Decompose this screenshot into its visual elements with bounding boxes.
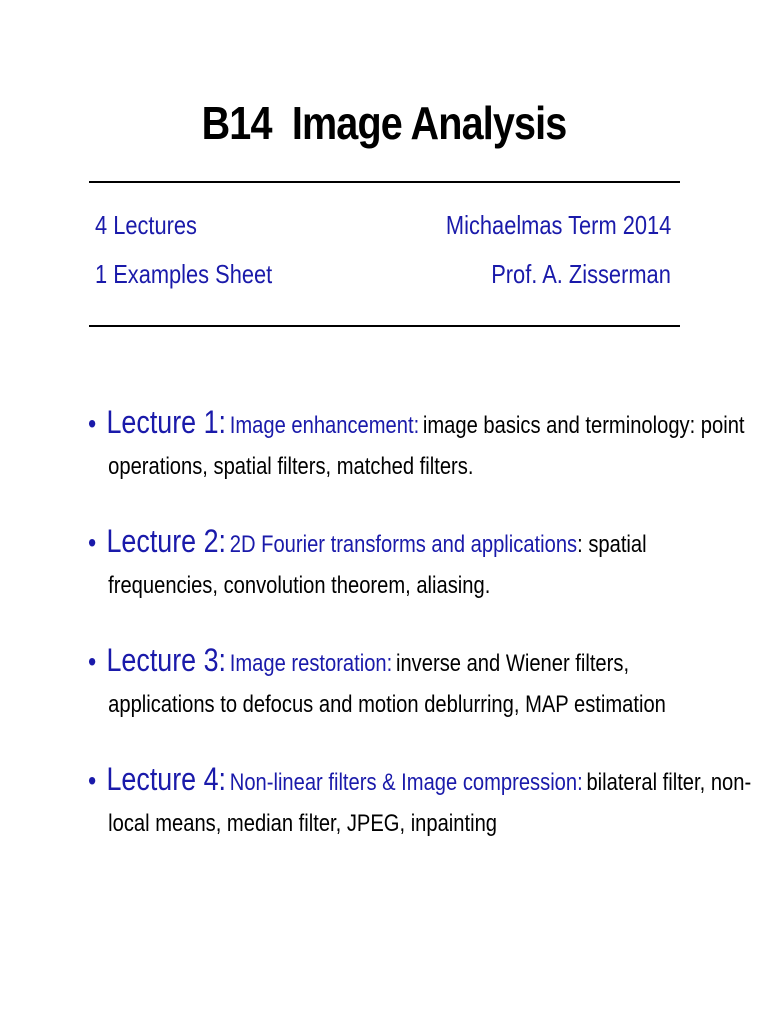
lecture-topic: Image enhancement: (229, 412, 420, 439)
lecture-label: Lecture 2: (106, 523, 227, 559)
divider-bottom (89, 325, 680, 327)
examples-sheet: 1 Examples Sheet (95, 259, 273, 289)
lecturer: Prof. A. Zisserman (491, 259, 671, 289)
lecture-description-continued: operations, spatial filters, matched filters. (108, 453, 474, 480)
divider-top (89, 181, 680, 183)
lecture-description-continued: local means, median filter, JPEG, inpainting (108, 810, 498, 837)
lecture-description: image basics and terminology: point (422, 412, 745, 439)
lecture-topic: 2D Fourier transforms and applications (229, 531, 578, 558)
lecture-label: Lecture 1: (106, 404, 227, 440)
lecture-item (88, 521, 728, 611)
lecture-list (88, 402, 752, 878)
bullet: • (88, 527, 97, 558)
lecture-label: Lecture 3: (106, 642, 227, 678)
lectures-count: 4 Lectures (95, 210, 197, 240)
lecture-description: inverse and Wiener filters, (395, 650, 630, 677)
lecture-description-continued: applications to defocus and motion deblurring, MAP estimation (108, 691, 666, 718)
bullet: • (88, 765, 97, 796)
lecture-item (88, 402, 745, 492)
lecture-description: bilateral filter, non- (586, 769, 752, 796)
term: Michaelmas Term 2014 (445, 210, 671, 240)
bullet: • (88, 408, 97, 439)
lecture-topic: Non-linear filters & Image compression: (229, 769, 583, 796)
lecture-description-continued: frequencies, convolution theorem, aliasing. (108, 572, 491, 599)
bullet: • (88, 646, 97, 677)
lecture-label: Lecture 4: (106, 761, 227, 797)
lecture-item (88, 759, 752, 849)
lecture-item (88, 640, 728, 730)
lecture-description: : spatial (577, 531, 647, 558)
lecture-topic: Image restoration: (229, 650, 393, 677)
page-title: B14 Image Analysis (201, 97, 567, 149)
